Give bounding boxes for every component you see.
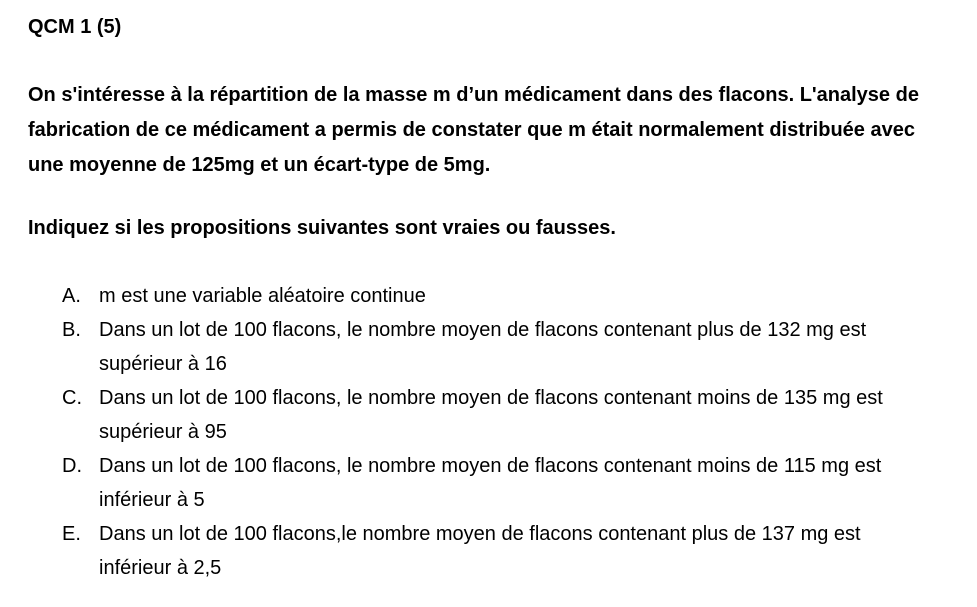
option-e (28, 517, 929, 585)
question-title: QCM 1 (5) (28, 16, 122, 38)
option-text: Dans un lot de 100 flacons,le nombre moyen de flacons contenant plus de 137 mg est inférieur à 2,5 (99, 523, 861, 579)
option-letter: A. (62, 285, 81, 307)
option-text: Dans un lot de 100 flacons, le nombre moyen de flacons contenant plus de 132 mg est supérieur à 16 (99, 319, 867, 375)
option-c (28, 381, 929, 449)
option-letter: E. (62, 523, 81, 545)
option-letter: D. (62, 455, 82, 477)
options-list (28, 279, 958, 585)
question-document (28, 12, 958, 585)
question-instruction: Indiquez si les propositions suivantes sont vraies ou fausses. (28, 217, 616, 239)
option-text: m est une variable aléatoire continue (99, 285, 426, 307)
option-d (28, 449, 929, 517)
option-b (28, 313, 929, 381)
question-intro: On s'intéresse à la répartition de la masse m d’un médicament dans des flacons. L'analyse de fabrication de ce médicament a permis de constater que m était normalement distribuée avec une moyenne de 125mg et un écart-type de 5mg. (28, 84, 919, 176)
option-letter: C. (62, 387, 82, 409)
option-letter: B. (62, 319, 81, 341)
option-text: Dans un lot de 100 flacons, le nombre moyen de flacons contenant moins de 115 mg est inférieur à 5 (99, 455, 882, 511)
option-a (28, 279, 929, 313)
option-text: Dans un lot de 100 flacons, le nombre moyen de flacons contenant moins de 135 mg est supérieur à 95 (99, 387, 883, 443)
